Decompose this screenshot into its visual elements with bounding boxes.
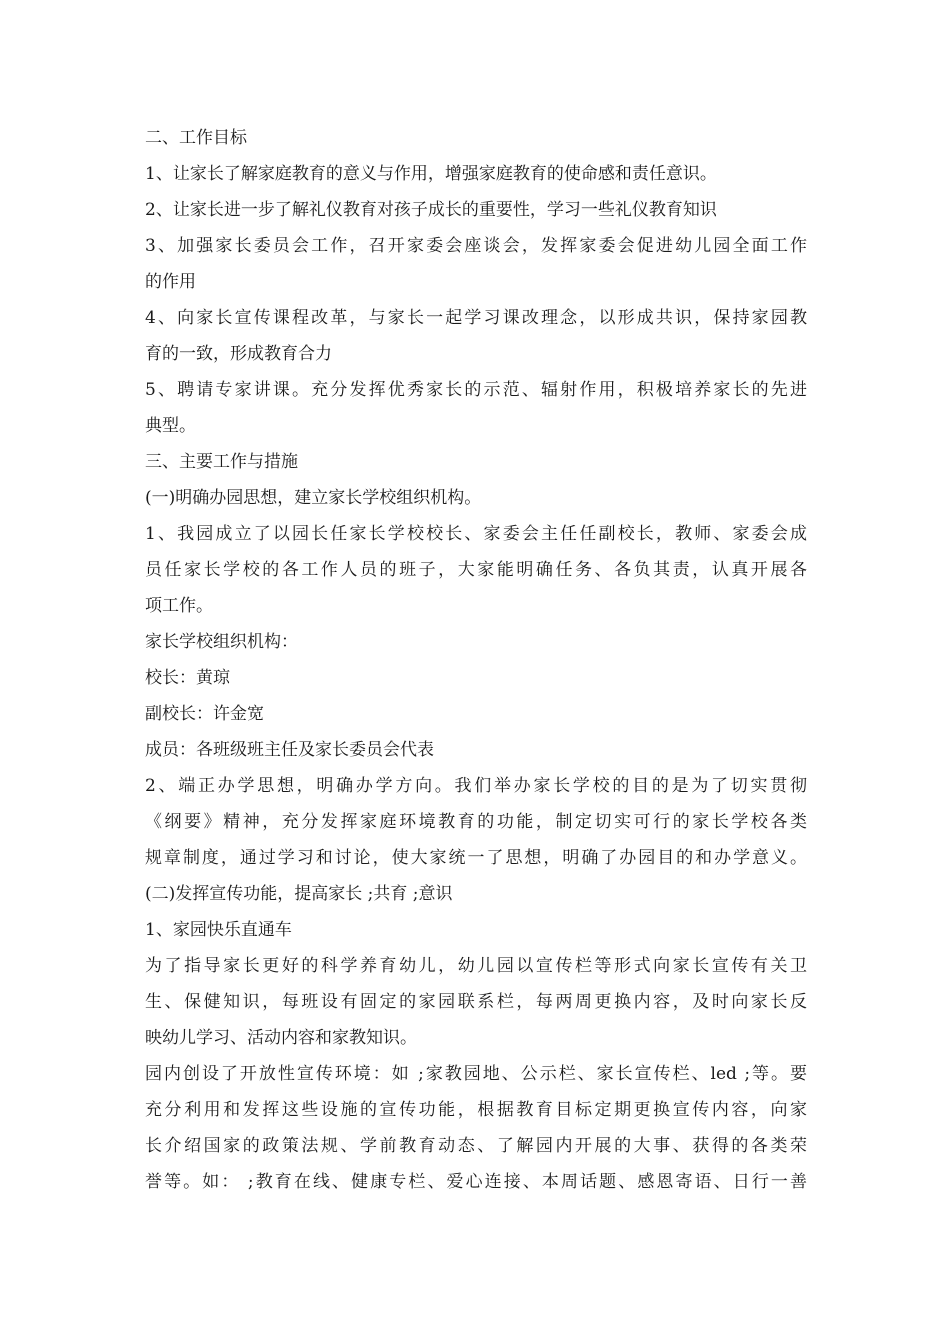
paragraph-line: 2、让家长进一步了解礼仪教育对孩子成长的重要性，学习一些礼仪教育知识 <box>145 200 717 220</box>
paragraph-line: 誉等。如： ;教育在线、健康专栏、爱心连接、本周话题、感恩寄语、日行一善 <box>145 1172 807 1192</box>
paragraph-line: 1、家园快乐直通车 <box>145 920 292 940</box>
section-heading: 二、工作目标 <box>145 128 247 148</box>
paragraph-line: 员任家长学校的各工作人员的班子，大家能明确任务、各负其责，认真开展各 <box>145 560 807 580</box>
paragraph-line: 的作用 <box>145 272 196 292</box>
paragraph-line: 1、让家长了解家庭教育的意义与作用，增强家庭教育的使命感和责任意识。 <box>145 164 717 184</box>
paragraph-line: 1、我园成立了以园长任家长学校校长、家委会主任任副校长，教师、家委会成 <box>145 524 807 544</box>
paragraph-line: 家长学校组织机构： <box>145 632 298 652</box>
paragraph-line: 成员：各班级班主任及家长委员会代表 <box>145 740 434 760</box>
subsection-heading: (一)明确办园思想，建立家长学校组织机构。 <box>145 488 482 508</box>
subsection-heading: (二)发挥宣传功能，提高家长 ;共育 ;意识 <box>145 884 453 904</box>
paragraph-line: 映幼儿学习、活动内容和家教知识。 <box>145 1028 417 1048</box>
paragraph-line: 副校长：许金宽 <box>145 704 264 724</box>
paragraph-line: 典型。 <box>145 416 196 436</box>
paragraph-line: 育的一致，形成教育合力 <box>145 344 332 364</box>
paragraph-line: 2、端正办学思想，明确办学方向。我们举办家长学校的目的是为了切实贯彻 <box>145 776 807 796</box>
section-heading: 三、主要工作与措施 <box>145 452 298 472</box>
paragraph-line: 校长：黄琼 <box>145 668 230 688</box>
paragraph-line: 5、聘请专家讲课。充分发挥优秀家长的示范、辐射作用，积极培养家长的先进 <box>145 380 807 400</box>
paragraph-line: 生、保健知识，每班设有固定的家园联系栏，每两周更换内容，及时向家长反 <box>145 992 807 1012</box>
paragraph-line: 规章制度，通过学习和讨论，使大家统一了思想，明确了办园目的和办学意义。 <box>145 848 807 868</box>
paragraph-line: 《纲要》精神，充分发挥家庭环境教育的功能，制定切实可行的家长学校各类 <box>145 812 807 832</box>
paragraph-line: 园内创设了开放性宣传环境：如 ;家教园地、公示栏、家长宣传栏、led ;等。要 <box>145 1064 807 1084</box>
paragraph-line: 为了指导家长更好的科学养育幼儿，幼儿园以宣传栏等形式向家长宣传有关卫 <box>145 956 807 976</box>
paragraph-line: 充分利用和发挥这些设施的宣传功能，根据教育目标定期更换宣传内容，向家 <box>145 1100 807 1120</box>
paragraph-line: 长介绍国家的政策法规、学前教育动态、了解园内开展的大事、获得的各类荣 <box>145 1136 807 1156</box>
paragraph-line: 3、加强家长委员会工作，召开家委会座谈会，发挥家委会促进幼儿园全面工作 <box>145 236 807 256</box>
document-page <box>145 120 807 1200</box>
paragraph-line: 项工作。 <box>145 596 213 616</box>
paragraph-line: 4、向家长宣传课程改革，与家长一起学习课改理念，以形成共识，保持家园教 <box>145 308 807 328</box>
